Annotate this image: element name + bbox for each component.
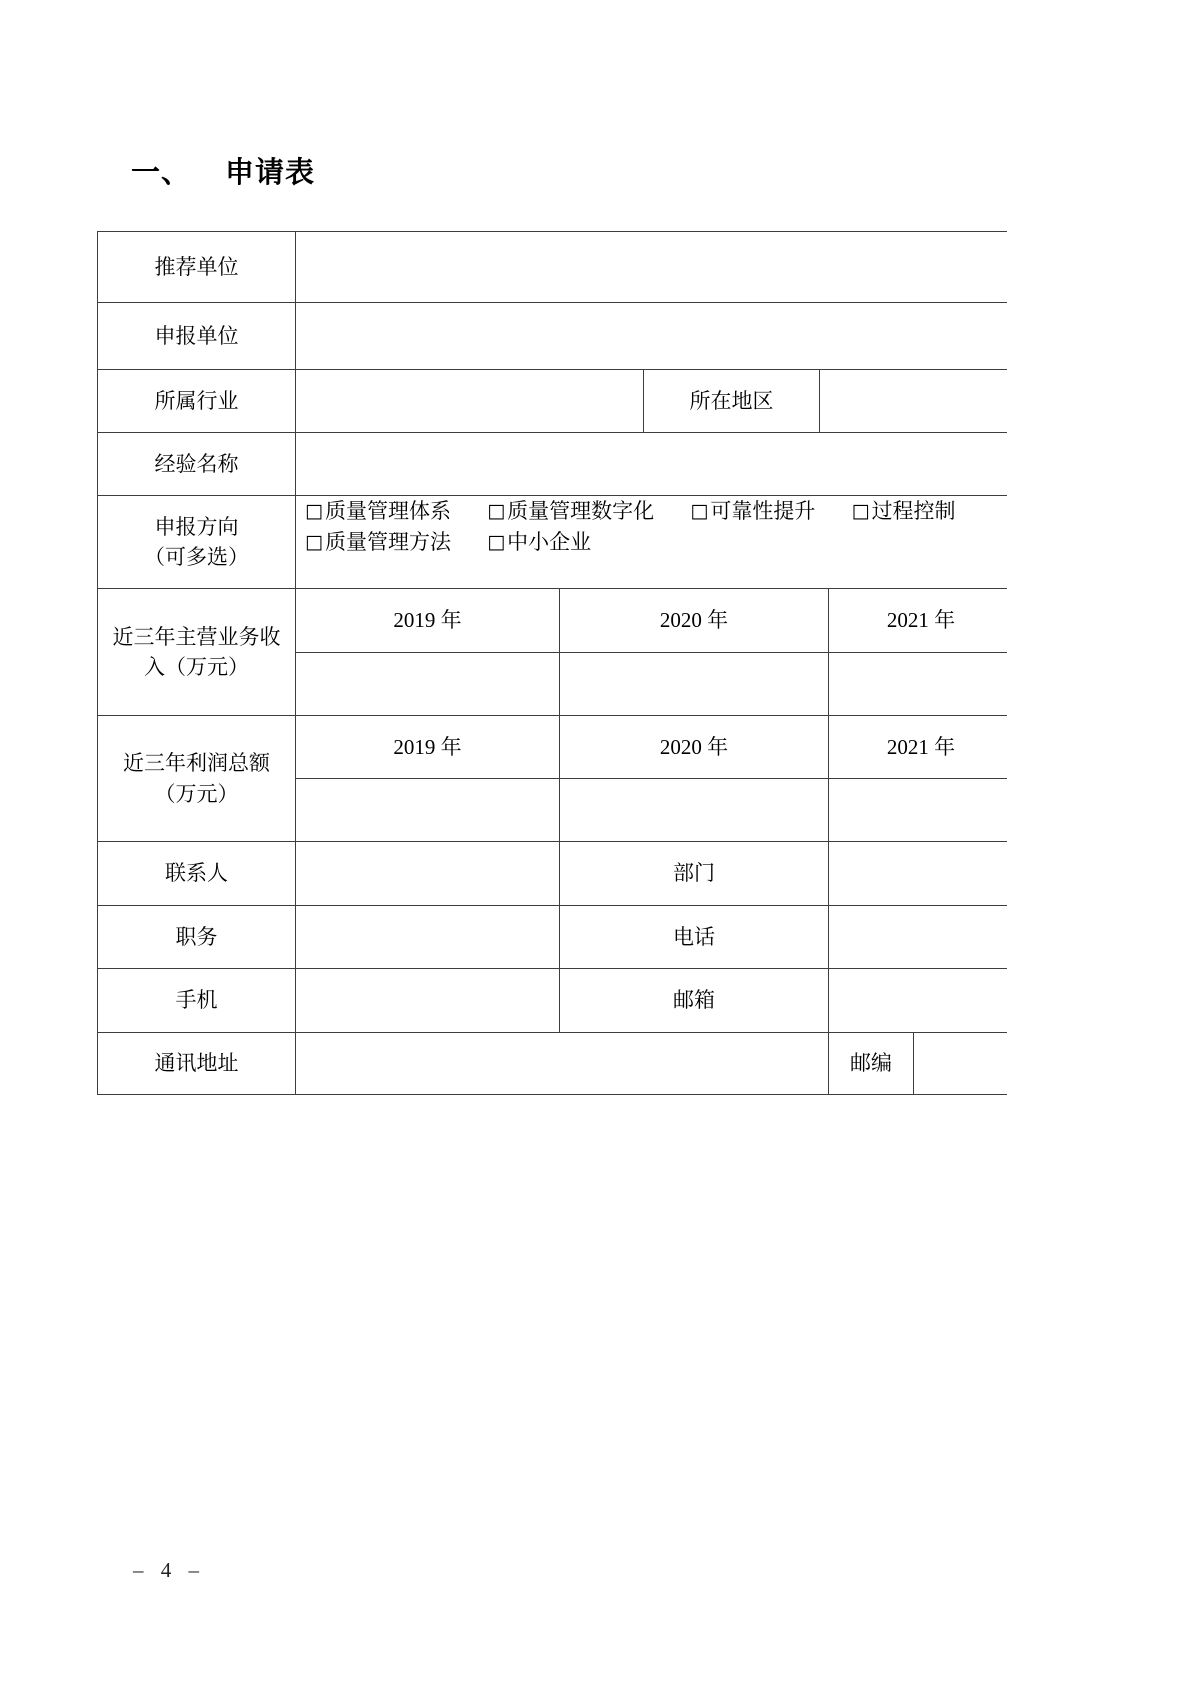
label-postal-code: 邮编 [829, 1033, 913, 1094]
direction-options-line1 [305, 496, 956, 527]
input-region[interactable] [820, 370, 1013, 432]
input-profit-2021[interactable] [829, 779, 1013, 841]
checkbox-option-process-control[interactable] [852, 496, 956, 527]
checkbox-option-reliability-improvement[interactable] [690, 496, 815, 527]
checkbox-icon[interactable]: □ [487, 500, 506, 522]
input-industry[interactable] [296, 370, 643, 432]
input-profit-2019[interactable] [296, 779, 559, 841]
input-profit-2020[interactable] [560, 779, 828, 841]
direction-options-cell [296, 496, 1013, 588]
checkbox-option-sme[interactable] [487, 527, 591, 558]
checkbox-icon[interactable]: □ [487, 530, 506, 553]
checkbox-option-label: 质量管理方法 [324, 529, 451, 554]
checkbox-option-label: 质量管理数字化 [507, 499, 655, 523]
label-position: 职务 [98, 906, 295, 968]
checkbox-option-label: 中小企业 [507, 529, 592, 554]
label-application-direction-line2: （可多选） [144, 545, 249, 569]
input-mobile[interactable] [296, 969, 559, 1032]
page-number: – 4 – [133, 1558, 205, 1582]
label-revenue-3yr: 近三年主营业务收入（万元） [98, 589, 295, 715]
input-mailing-address[interactable] [296, 1033, 828, 1094]
label-mobile: 手机 [98, 969, 295, 1032]
page-title [131, 150, 315, 191]
revenue-year-2019-header: 2019 年 [296, 589, 559, 652]
input-phone[interactable] [829, 906, 1013, 968]
profit-year-2021-header: 2021 年 [829, 716, 1013, 778]
application-form-table [97, 231, 1007, 1095]
label-phone: 电话 [560, 906, 828, 968]
input-recommending-unit[interactable] [296, 232, 1013, 302]
input-postal-code[interactable] [914, 1033, 1013, 1094]
checkbox-option-label: 质量管理体系 [324, 499, 451, 523]
checkbox-option-quality-management-method[interactable] [305, 527, 451, 558]
revenue-year-2020-header: 2020 年 [560, 589, 828, 652]
checkbox-icon[interactable]: □ [690, 500, 709, 522]
input-applicant-unit[interactable] [296, 303, 1013, 369]
page-title-text: 申请表 [225, 157, 316, 189]
input-department[interactable] [829, 842, 1013, 905]
profit-year-2019-header: 2019 年 [296, 716, 559, 778]
input-contact-person[interactable] [296, 842, 559, 905]
input-position[interactable] [296, 906, 559, 968]
checkbox-option-quality-management-system[interactable] [305, 496, 451, 527]
direction-options-line2 [305, 527, 591, 558]
checkbox-icon[interactable]: □ [305, 500, 323, 522]
label-contact-person: 联系人 [98, 842, 295, 905]
label-application-direction [98, 496, 295, 588]
input-revenue-2021[interactable] [829, 653, 1013, 715]
label-email: 邮箱 [560, 969, 828, 1032]
revenue-year-2021-header: 2021 年 [829, 589, 1013, 652]
label-experience-name: 经验名称 [98, 433, 295, 495]
label-department: 部门 [560, 842, 828, 905]
checkbox-option-label: 可靠性提升 [710, 499, 816, 523]
checkbox-icon[interactable]: □ [305, 530, 323, 553]
profit-year-2020-header: 2020 年 [560, 716, 828, 778]
checkbox-option-label: 过程控制 [871, 499, 956, 523]
checkbox-icon[interactable]: □ [851, 500, 870, 522]
label-mailing-address: 通讯地址 [98, 1033, 295, 1094]
label-application-direction-line1: 申报方向 [154, 514, 239, 539]
checkbox-option-quality-management-digitalization[interactable] [487, 496, 654, 527]
label-industry: 所属行业 [98, 370, 295, 432]
page-title-number: 一、 [131, 157, 192, 189]
input-revenue-2020[interactable] [560, 653, 828, 715]
label-recommending-unit: 推荐单位 [98, 232, 295, 302]
label-region: 所在地区 [644, 370, 819, 432]
label-applicant-unit: 申报单位 [98, 303, 295, 369]
input-email[interactable] [829, 969, 1013, 1032]
input-experience-name[interactable] [296, 433, 1013, 495]
label-profit-3yr: 近三年利润总额（万元） [98, 716, 295, 841]
input-revenue-2019[interactable] [296, 653, 559, 715]
